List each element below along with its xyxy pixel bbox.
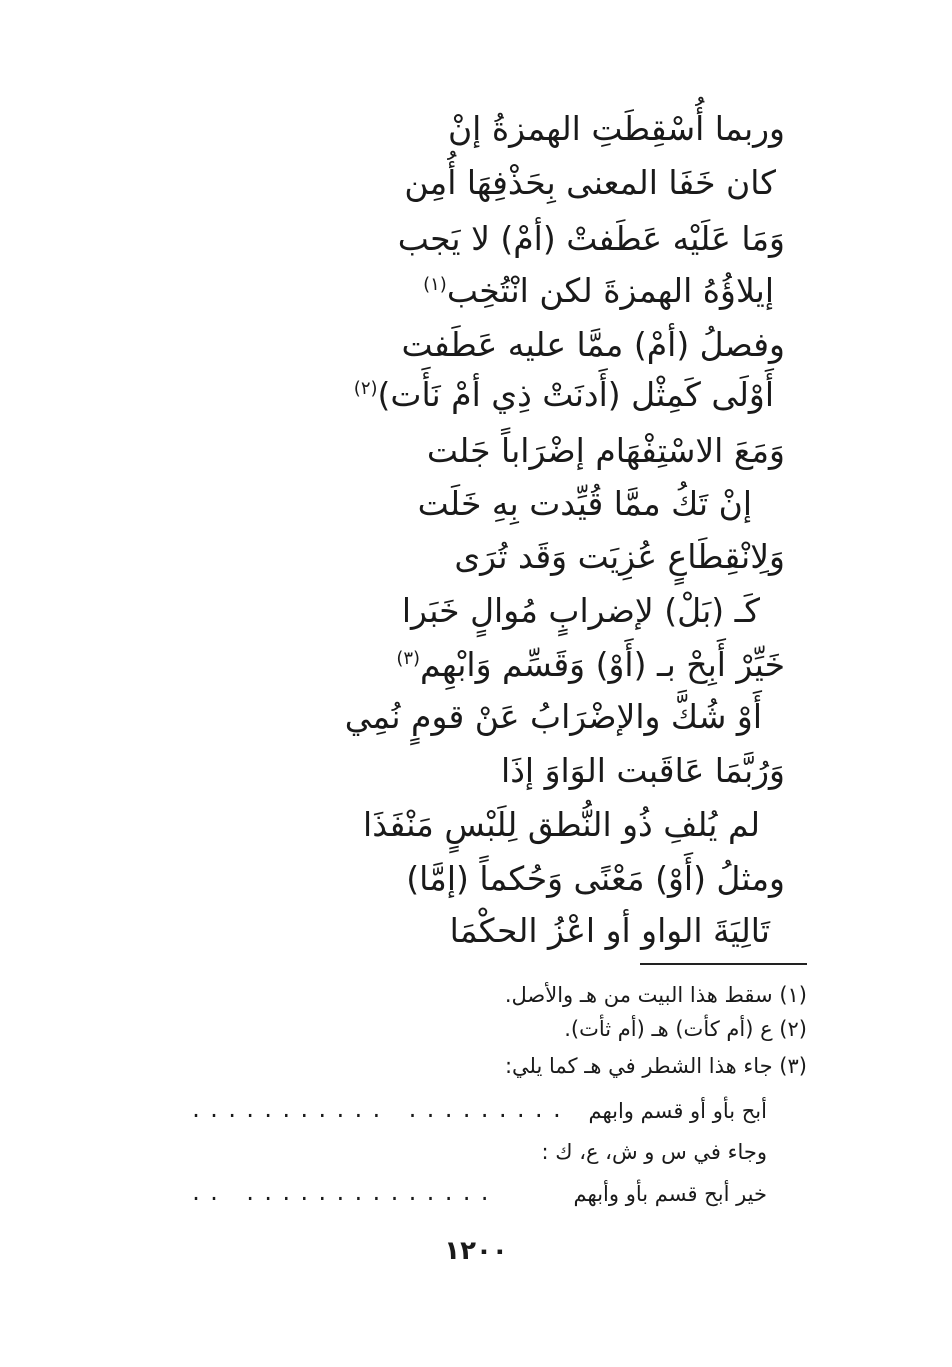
verse-line-3: وَمَا عَلَيْه عَطَفتْ (أمْ) لا يَجب [397,219,785,258]
ellipsis-row-1: ........... ......... [190,1098,569,1122]
footnote-separator [640,963,807,965]
verse-line-1: وربما أُسْقِطَتِ الهمزةُ إنْ [447,109,785,148]
verse-line-6: أَوْلَى كَمِثْل (أَدنَتْ ذِي أمْ نَأَت)$^{(٢)}$ [353,375,774,414]
page-number: ١٢٠٠ [444,1236,508,1266]
verse-line-7: وَمَعَ الاسْتِفْهَام إضْرَاباً جَلت [426,431,785,470]
footnote-3: (٣) جاء هذا الشطر في هـ كما يلي: [504,1054,807,1078]
verse-line-14: لم يُلفِ ذُو النُّطق لِلَبْسٍ مَنْفَذَا [363,805,760,844]
footnote-marker-1: (١) [423,274,447,295]
footnote-3-line-3: خير أبح قسم بأو وأبهم [573,1182,767,1206]
verse-line-16: تَالِيَةَ الواو أو اعْزُ الحكْمَا [449,911,770,950]
verse-line-4: إيلاؤُهُ الهمزةَ لكن انْتُخِب$^{(١)}$ [423,271,774,310]
verse-line-15: ومثلُ (أَوْ) مَعْنًى وَحُكماً (إمَّا) [406,859,785,898]
footnote-3-line-2: وجاء في س و ش، ع، ك : [541,1140,767,1164]
verse-line-9: وَلِانْقِطَاعٍ عُزِيَت وَقَد تُرَى [454,537,785,576]
footnote-marker-3: (٣) [396,648,421,669]
ellipsis-row-2: .. .............. [190,1181,497,1205]
verse-line-5: وفصلُ (أمْ) ممَّا عليه عَطَفت [401,325,785,364]
verse-line-11: خَيِّرْ أَبِحْ بـ (أَوْ) وَقَسِّم وَابْهِم$^{(٣)}$ [396,645,785,684]
verse-line-13: وَرُبَّمَا عَاقَبت الوَاوَ إذَا [501,751,785,790]
footnote-2: (٢) ع (أم كأت) هـ (أم ثأت). [564,1017,807,1041]
verse-line-10: كَـ (بَلْ) لإضرابٍ مُوالٍ خَبَرا [401,591,760,630]
verse-line-2: كان خَفَا المعنى بِحَذْفِهَا أُمِن [404,163,776,202]
footnote-1: (١) سقط هذا البيت من هـ والأصل. [504,983,807,1007]
verse-line-12: أَوْ شُكَّ والإضْرَابُ عَنْ قومٍ نُمِي [344,697,762,736]
footnote-3-line-1: أبح بأو أو قسم وابهم [588,1099,767,1123]
verse-line-8: إنْ تَكُ ممَّا قُيِّدت بِهِ خَلَت [417,484,752,523]
footnote-marker-2: (٢) [353,378,378,399]
